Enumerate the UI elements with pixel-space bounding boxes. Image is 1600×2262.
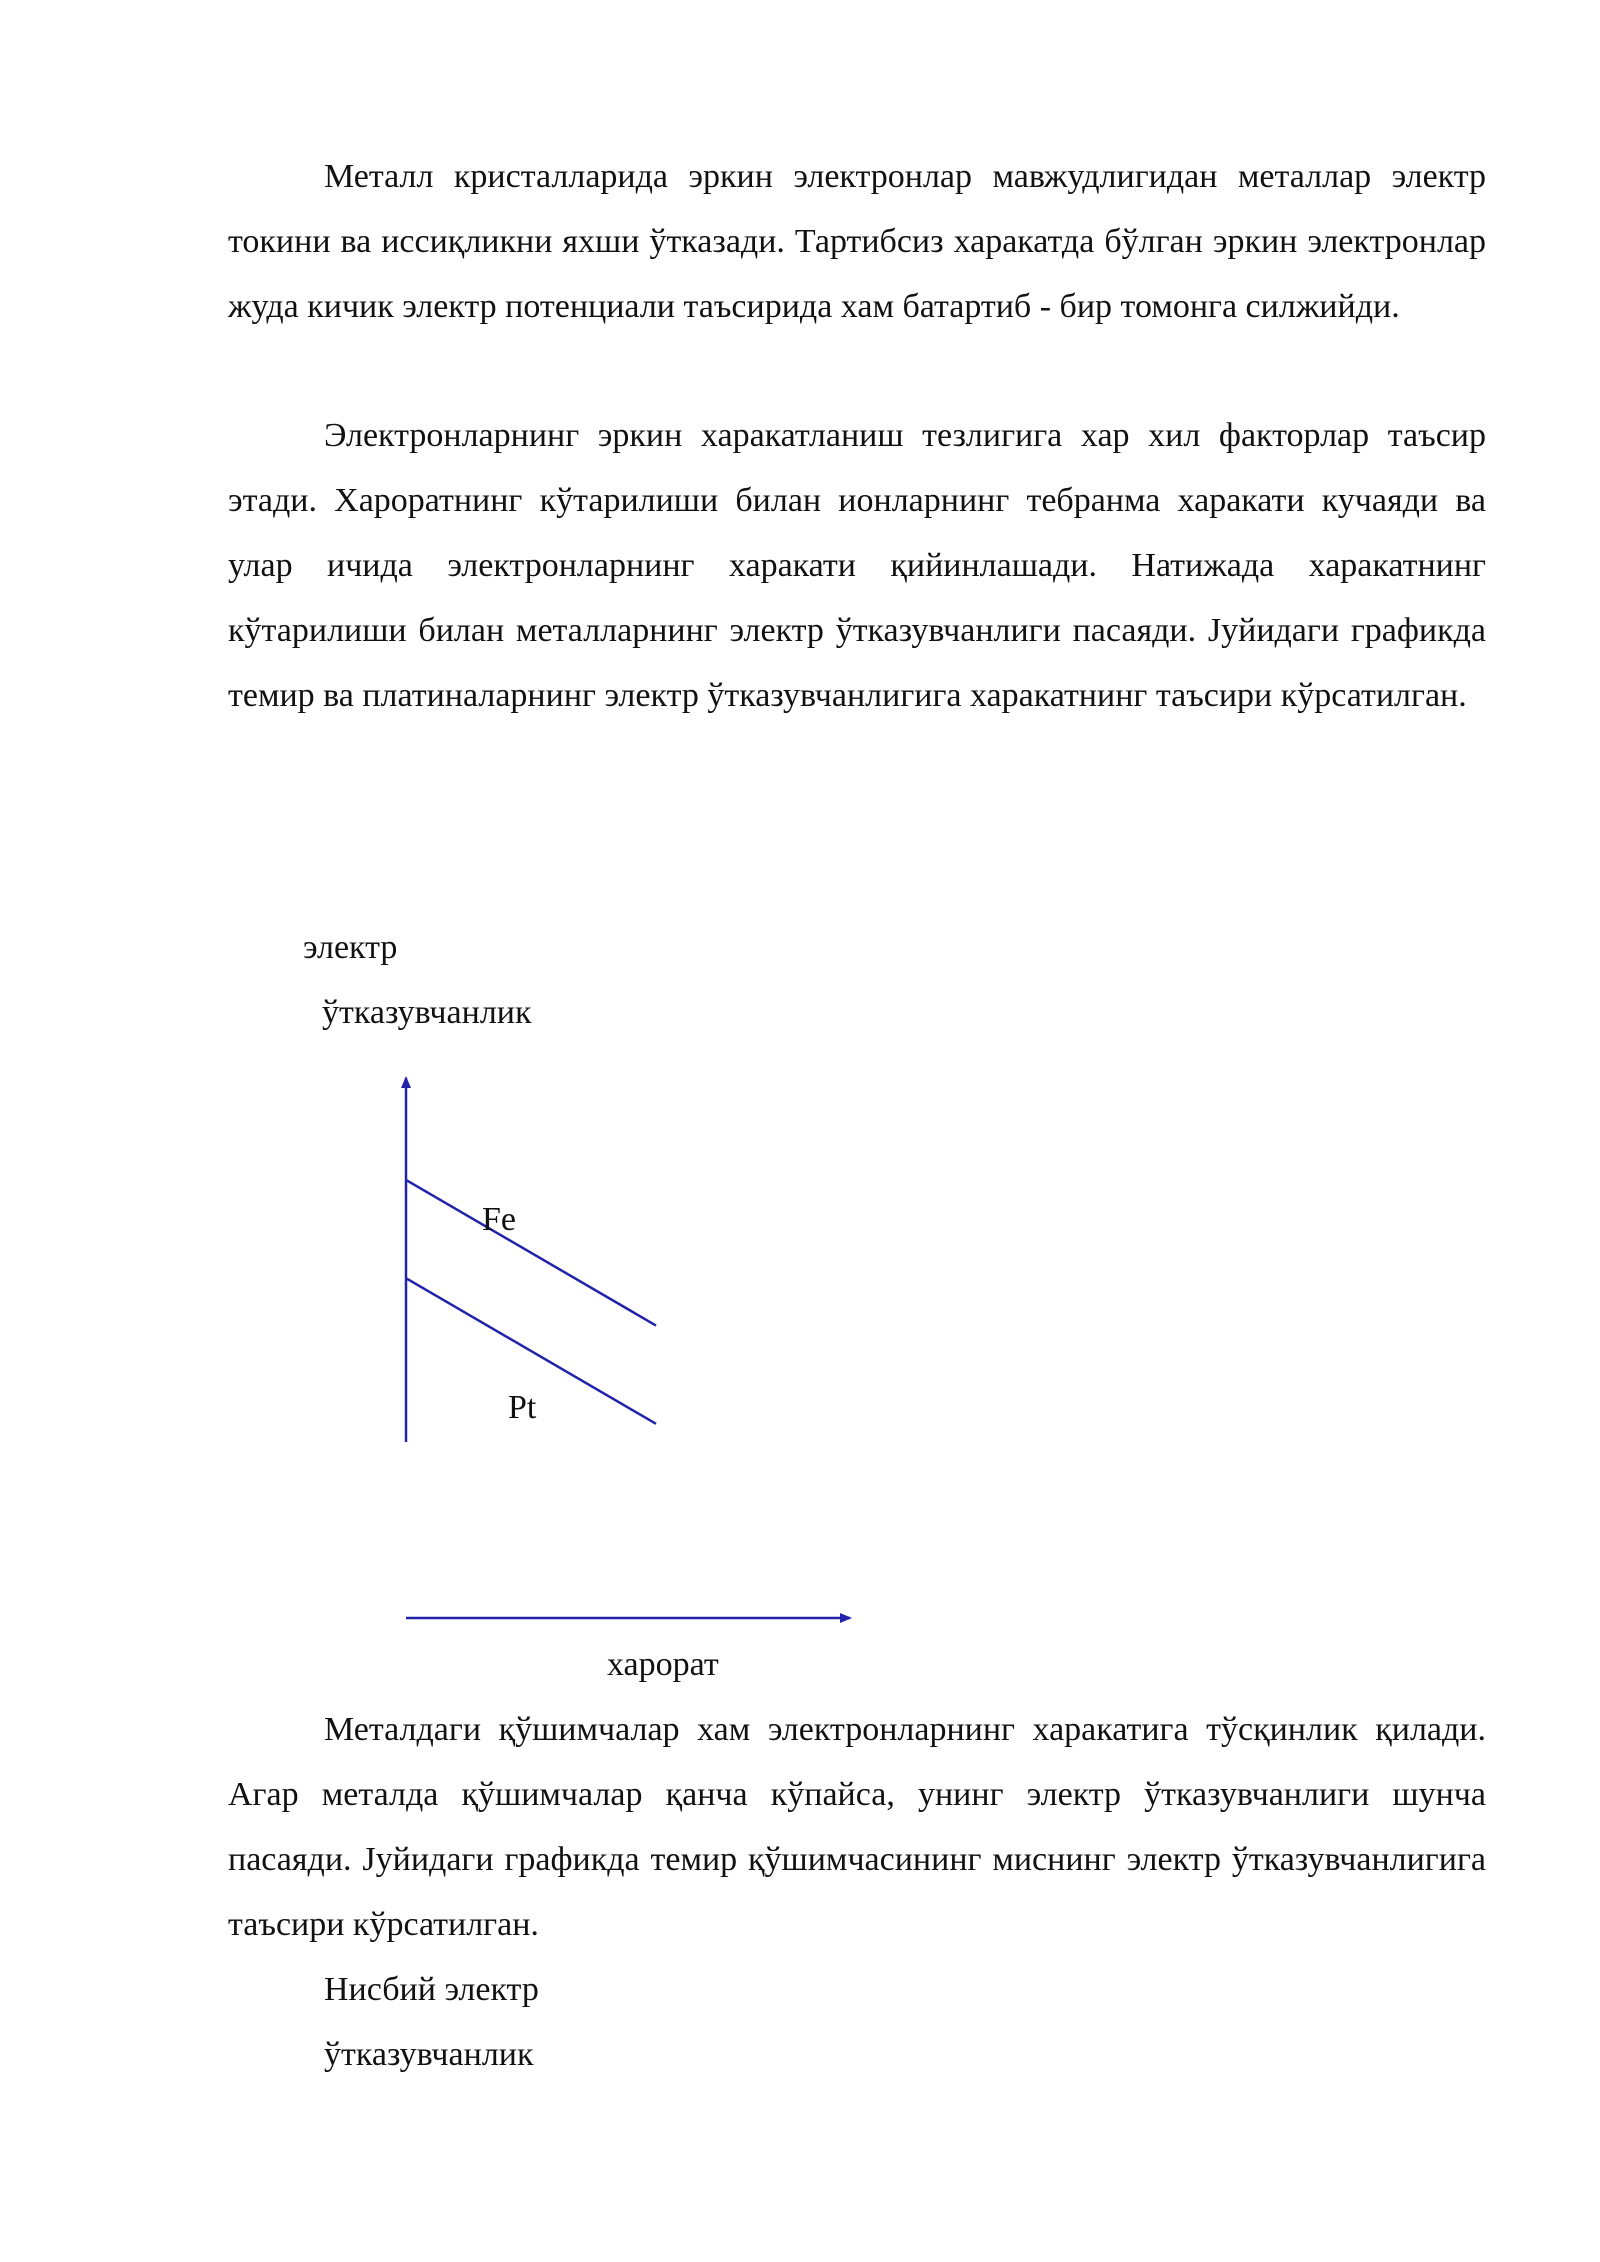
chart-ylabel-line1: электр	[303, 929, 398, 966]
series-label-pt: Pt	[508, 1389, 537, 1427]
paragraph-1: Металл кристалларида эркин электронлар мавжудлигидан металлар электр токини ва иссиқликни яхши ўтказади. Тартибсиз харакатда бўлган эркин электронлар жуда кичик электр потенциали таъсирида хам батартиб - бир томонга силжийди.	[228, 158, 1486, 325]
paragraph-3: Металдаги қўшимчалар хам электронларнинг харакатига тўсқинлик қилади. Агар металда қўшимчалар қанча кўпайса, унинг электр ўтказувчанлиги шунча пасаяди. Јуйидаги графикда темир қўшимчасининг миснинг электр ўтказувчанлигига таъсири кўрсатилган.	[228, 1711, 1486, 1943]
next-chart-ylabel-line1: Нисбий электр	[324, 1971, 539, 2008]
chart-xlabel: харорат	[607, 1646, 719, 1683]
chart-ylabel-line2: ўтказувчанлик	[322, 994, 532, 1031]
series-label-fe: Fe	[482, 1200, 516, 1238]
paragraph-2: Электронларнинг эркин харакатланиш тезлигига хар хил факторлар таъсир этади. Хароратнинг кўтарилиши билан ионларнинг тебранма харакати кучаяди ва улар ичида электронларнинг харакати қийинлашади. Натижада харакатнинг кўтарилиши билан металларнинг электр ўтказувчанлиги пасаяди. Јуйидаги графикда темир ва платиналарнинг электр ўтказувчанлигига харакатнинг таъсири кўрсатилган.	[228, 417, 1486, 714]
series-line-fe	[406, 1180, 656, 1326]
next-chart-ylabel-line2: ўтказувчанлик	[324, 2036, 534, 2073]
